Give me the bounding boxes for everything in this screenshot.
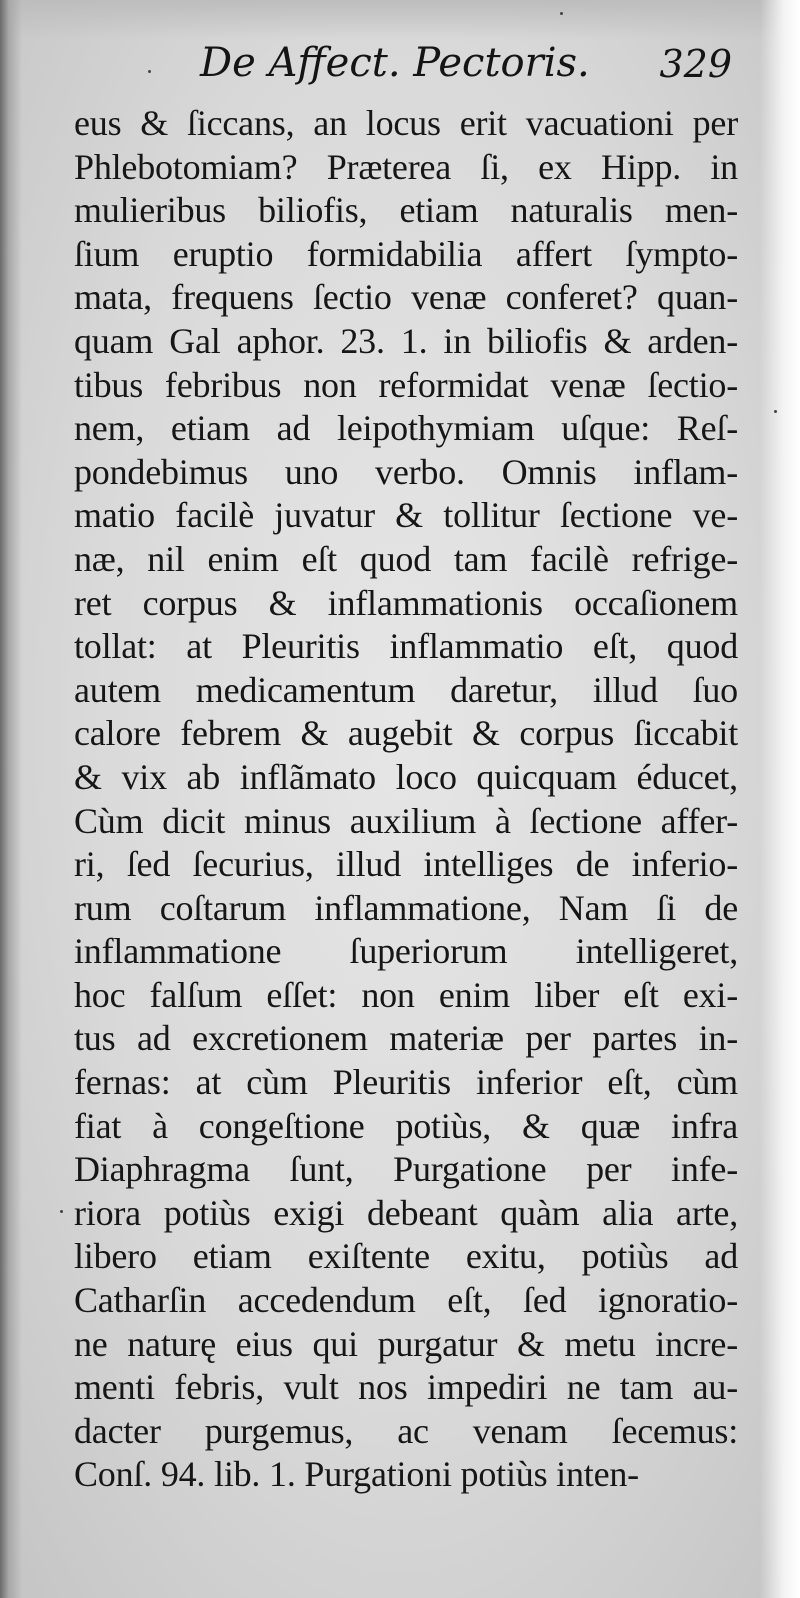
text-line: menti febris, vult nos impediri ne tam au-	[74, 1367, 738, 1408]
text-line: pondebimus uno verbo. Omnis inflam-	[74, 451, 738, 492]
text-line: tus ad excretionem materiæ per partes in-	[74, 1018, 738, 1059]
text-line: ne naturę eius qui purgatur & metu incre-	[74, 1323, 738, 1364]
text-line-catchline: Conſ. 94. lib. 1. Purgationi potiùs inten-	[74, 1454, 639, 1495]
text-line: fiat à congeſtione potiùs, & quæ infra	[74, 1105, 738, 1146]
text-line: riora potiùs exigi debeant quàm alia arte,	[74, 1192, 738, 1233]
text-line: inflammatione ſuperiorum intelligeret,	[74, 931, 738, 972]
text-line: ret corpus & inflammationis occaſionem	[74, 582, 738, 623]
text-line: mata, frequens ſectio venæ conferet? quan-	[74, 277, 738, 318]
text-line: rum coſtarum inflammatione, Nam ſi de	[74, 887, 738, 928]
text-line: hoc falſum eſſet: non enim liber eſt exi-	[74, 974, 738, 1015]
text-line: matio facilè juvatur & tollitur ſectione ve-	[74, 495, 738, 536]
binding-shadow	[0, 0, 22, 1598]
text-line: mulieribus biliofis, etiam naturalis men-	[74, 190, 738, 231]
text-line: næ, nil enim eſt quod tam facilè refrige-	[74, 538, 738, 579]
running-head	[200, 40, 740, 100]
body-text	[74, 102, 738, 1497]
text-line: & vix ab inflãmato loco quicquam éducet,	[74, 756, 738, 797]
text-line: autem medicamentum daretur, illud ſuo	[74, 669, 738, 710]
text-line: dacter purgemus, ac venam ſecemus:	[74, 1410, 738, 1451]
ink-speck	[560, 12, 563, 15]
text-line: libero etiam exiſtente exitu, potiùs ad	[74, 1236, 738, 1277]
ink-speck	[148, 70, 151, 73]
page-top-shadow	[0, 0, 800, 40]
ink-speck	[774, 410, 777, 413]
text-line: calore febrem & augebit & corpus ſiccabit	[74, 713, 738, 754]
text-line: nem, etiam ad leipothymiam uſque: Reſ-	[74, 408, 738, 449]
text-line: tibus febribus non reformidat venæ ſectio-	[74, 364, 738, 405]
page-number: 329	[659, 42, 732, 86]
text-line: quam Gal aphor. 23. 1. in biliofis & arden-	[74, 320, 738, 361]
text-line: fernas: at cùm Pleuritis inferior eſt, cùm	[74, 1062, 738, 1103]
text-line: tollat: at Pleuritis inflammatio eſt, quod	[74, 626, 738, 667]
text-line: Catharſin accedendum eſt, ſed ignoratio-	[74, 1280, 738, 1321]
page-right-edge	[760, 0, 800, 1598]
text-line: ri, ſed ſecurius, illud intelliges de inferio-	[74, 844, 738, 885]
text-line: ſium eruptio formidabilia affert ſympto-	[74, 233, 738, 274]
text-line: Diaphragma ſunt, Purgatione per infe-	[74, 1149, 738, 1190]
text-line: Cùm dicit minus auxilium à ſectione affer-	[74, 800, 738, 841]
ink-speck	[60, 1210, 63, 1213]
running-head-title: De Affect. Pectoris.	[200, 40, 590, 86]
text-line: eus & ſiccans, an locus erit vacuationi per	[74, 103, 738, 143]
text-line: Phlebotomiam? Præterea ſi, ex Hipp. in	[74, 146, 738, 187]
